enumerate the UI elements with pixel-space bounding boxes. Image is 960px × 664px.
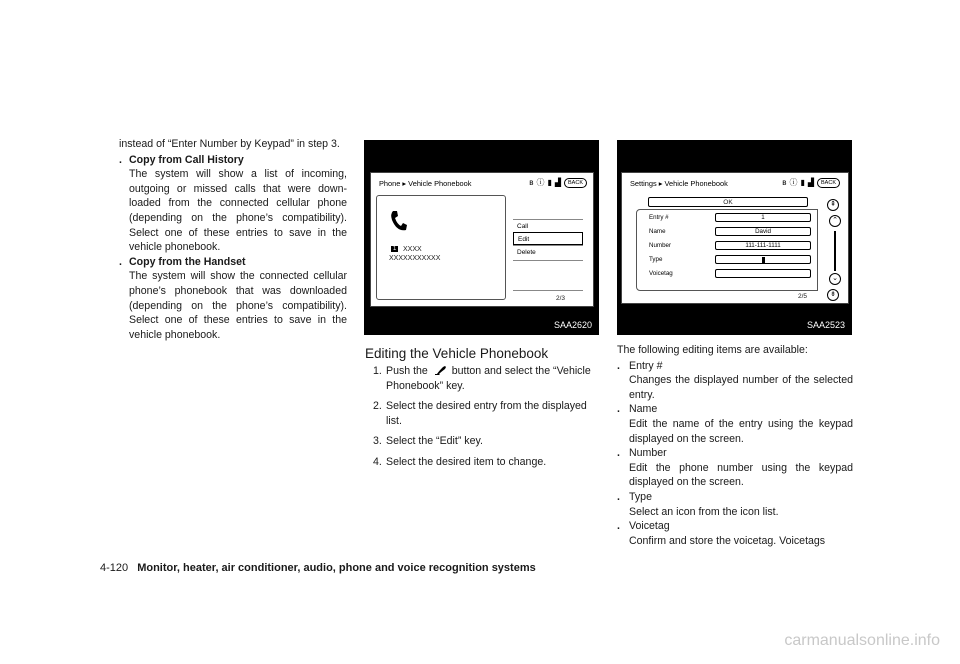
item-desc: Confirm and store the voicetag. Voicetags: [629, 534, 826, 547]
step-item: [373, 364, 605, 393]
status-icons: [529, 177, 587, 188]
row-value-name[interactable]: David: [715, 227, 811, 236]
step-text: Select the desired entry from the displayed list.: [386, 400, 587, 427]
bullet-text: The system will show the connected cellular phone’s phonebook that was downloaded (depending on the phone’s compatibility). Select one of these entries to save in the vehicle phonebook.: [129, 270, 347, 341]
item-voicetag: [617, 519, 853, 548]
bullet-dot: .: [617, 447, 620, 460]
item-entry: [617, 359, 853, 403]
battery-icon: ▮: [800, 178, 805, 187]
scroll-down-icon[interactable]: ⌄: [829, 273, 841, 285]
back-button[interactable]: BACK: [817, 178, 840, 188]
edit-list: [636, 209, 818, 291]
bullet-dot: .: [617, 520, 620, 533]
step-item: [373, 399, 605, 428]
scroll-up-icon[interactable]: ⌃: [829, 215, 841, 227]
watermark: carmanualsonline.info: [784, 632, 940, 649]
item-label: Number: [629, 447, 667, 460]
footer-section-title: Monitor, heater, air conditioner, audio, phone and voice recognition systems: [137, 562, 536, 574]
menu-delete[interactable]: Delete: [513, 245, 583, 258]
status-icons: [782, 177, 840, 188]
section-heading: Editing the Vehicle Phonebook: [365, 346, 549, 361]
phone-handset-icon: [389, 210, 407, 232]
item-desc: Changes the displayed number of the selected entry.: [629, 374, 853, 401]
right-column: [617, 343, 853, 548]
left-column: [119, 137, 347, 342]
figure-caption: SAA2523: [806, 320, 845, 330]
step-item: [373, 455, 605, 470]
item-label: Entry #: [629, 359, 663, 372]
entry-number: XXXXXXXXXXX: [389, 255, 441, 262]
entry-name: XXXX: [403, 246, 422, 253]
figure-caption: SAA2620: [553, 320, 592, 330]
menu-edit[interactable]: Edit: [513, 232, 583, 245]
step-number: 2.: [373, 400, 382, 413]
row-label-number: Number: [649, 242, 672, 249]
bullet-dot: .: [617, 359, 620, 372]
action-menu: [513, 203, 583, 291]
row-label-entry: Entry #: [649, 214, 669, 221]
intro-text: instead of “Enter Number by Keypad” in step 3.: [119, 138, 340, 150]
menu-empty: [513, 260, 583, 276]
scroll-bottom-icon[interactable]: ⇟: [827, 289, 839, 301]
step-number: 4.: [373, 455, 382, 468]
page-indicator: 2/3: [556, 295, 566, 302]
menu-call[interactable]: Call: [513, 219, 583, 232]
step-number: 3.: [373, 435, 382, 448]
row-label-name: Name: [649, 228, 666, 235]
page-indicator: 2/5: [798, 293, 808, 300]
battery-icon: ▮: [547, 178, 552, 187]
figure-phone-entry: [364, 140, 599, 335]
scrollbar[interactable]: [834, 231, 836, 271]
row-label-type: Type: [649, 256, 663, 263]
item-label: Name: [629, 403, 658, 416]
ok-button[interactable]: OK: [648, 197, 808, 207]
bluetooth-icon: ʙ: [529, 178, 534, 187]
signal-icon: ▟: [554, 178, 562, 187]
step-text: Select the desired item to change.: [386, 455, 547, 468]
page-footer: [100, 562, 536, 574]
step-item: [373, 434, 605, 449]
bullet-dot: .: [617, 403, 620, 416]
bullet-heading: Copy from the Handset: [129, 255, 246, 268]
screen-title: Phone ▸ Vehicle Phonebook: [379, 179, 472, 188]
item-label: Type: [629, 490, 652, 503]
item-number: [617, 446, 853, 490]
phone-button-icon: [433, 365, 447, 375]
step-text-a: Push the: [386, 365, 428, 377]
type-icon: [762, 257, 765, 263]
row-value-type[interactable]: [715, 255, 811, 264]
row-value-entry[interactable]: 1: [715, 213, 811, 222]
entry-type-icon: 1: [393, 246, 397, 252]
items-intro: The following editing items are available:: [617, 344, 808, 356]
signal-icon: ▟: [807, 178, 815, 187]
bullet-text: The system will show a list of incoming, outgoing or missed calls that were down-loaded from the connected cellular phone (depending on the phone’s compatibility). Select one of these entries to save in the vehicle phonebook.: [129, 168, 347, 254]
row-label-voicetag: Voicetag: [649, 270, 673, 277]
bullet-dot: .: [119, 153, 122, 166]
bullet-call-history: [119, 153, 347, 255]
scroll-top-icon[interactable]: ⇞: [827, 199, 839, 211]
item-label: Voicetag: [629, 520, 670, 533]
item-name: [617, 402, 853, 446]
info-icon: ⓘ: [789, 178, 798, 187]
row-value-voicetag[interactable]: [715, 269, 811, 278]
row-value-number[interactable]: 111-111-1111: [715, 241, 811, 250]
step-number: 1.: [373, 365, 382, 377]
steps-list: [373, 364, 605, 476]
page-number: 4-120: [100, 562, 129, 574]
screen-settings: [621, 172, 849, 304]
figure-edit-entry: [617, 140, 852, 335]
item-desc: Edit the name of the entry using the keypad displayed on the screen.: [629, 417, 853, 445]
bullet-dot: .: [119, 255, 122, 268]
item-desc: Edit the phone number using the keypad displayed on the screen.: [629, 461, 853, 489]
bullet-heading: Copy from Call History: [129, 153, 244, 166]
step-text: Select the “Edit” key.: [386, 435, 483, 448]
back-button[interactable]: BACK: [564, 178, 587, 188]
screen-phone: [370, 172, 594, 307]
item-type: [617, 490, 853, 519]
screen-title: Settings ▸ Vehicle Phonebook: [630, 179, 728, 188]
bullet-handset: [119, 255, 347, 343]
step-text-b: button and select the “Vehicle Phonebook” key.: [386, 365, 591, 392]
bullet-dot: .: [617, 490, 620, 503]
info-icon: ⓘ: [536, 178, 545, 187]
bluetooth-icon: ʙ: [782, 178, 787, 187]
entry-panel: [376, 195, 506, 300]
item-desc: Select an icon from the icon list.: [629, 505, 779, 518]
